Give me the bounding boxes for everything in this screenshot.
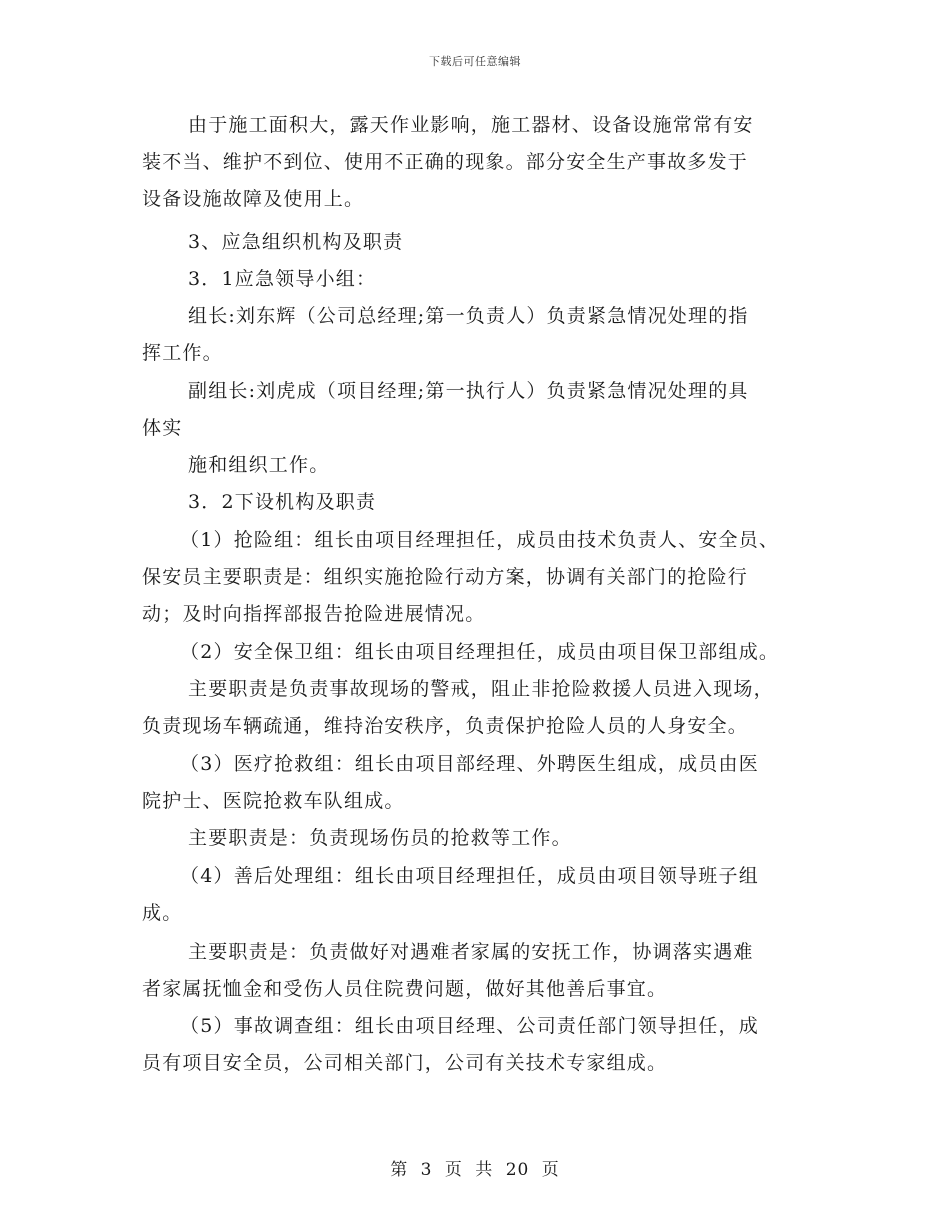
- paragraph-line: （1）抢险组：组长由项目经理担任，成员由技术负责人、安全员、: [180, 529, 780, 551]
- paragraph-line: （5）事故调查组：组长由项目经理、公司责任部门领导担任，成: [180, 1015, 759, 1037]
- paragraph-line: 体实: [142, 417, 183, 439]
- paragraph-line: 组长:刘东辉（公司总经理;第一负责人）负责紧急情况处理的指: [188, 305, 749, 327]
- paragraph-line: 员有项目安全员，公司相关部门，公司有关技术专家组成。: [142, 1052, 668, 1074]
- paragraph-line: 由于施工面积大，露天作业影响，施工器材、设备设施常常有安: [188, 114, 754, 136]
- subsection-heading: 3．2下设机构及职责: [188, 491, 377, 513]
- page-header: 下载后可任意编辑: [429, 55, 521, 68]
- page-number: 第 3 页 共 20 页: [390, 1160, 560, 1180]
- paragraph-line: 动；及时向指挥部报告抢险进展情况。: [142, 603, 486, 625]
- paragraph-line: 挥工作。: [142, 342, 223, 364]
- paragraph-line: 副组长:刘虎成（项目经理;第一执行人）负责紧急情况处理的具: [188, 380, 749, 402]
- paragraph-line: 负责现场车辆疏通，维持治安秩序，负责保护抢险人员的人身安全。: [142, 715, 749, 737]
- paragraph-line: 施和组织工作。: [188, 454, 330, 476]
- paragraph-line: 成。: [142, 902, 183, 924]
- paragraph-line: 主要职责是：负责做好对遇难者家属的安抚工作，协调落实遇难: [188, 941, 754, 963]
- paragraph-line: （4）善后处理组：组长由项目经理担任，成员由项目领导班子组: [180, 865, 759, 887]
- paragraph-line: 装不当、维护不到位、使用不正确的现象。部分安全生产事故多发于: [142, 151, 749, 173]
- paragraph-line: 者家属抚恤金和受伤人员住院费问题，做好其他善后事宜。: [142, 978, 668, 1000]
- paragraph-line: （2）安全保卫组：组长由项目经理担任，成员由项目保卫部组成。: [180, 641, 780, 663]
- paragraph-line: 院护士、医院抢救车队组成。: [142, 790, 405, 812]
- paragraph-line: （3）医疗抢救组：组长由项目部经理、外聘医生组成，成员由医: [180, 753, 759, 775]
- paragraph-line: 主要职责是：负责现场伤员的抢救等工作。: [188, 827, 572, 849]
- paragraph-line: 保安员主要职责是：组织实施抢险行动方案，协调有关部门的抢险行: [142, 566, 749, 588]
- subsection-heading: 3．1应急领导小组：: [188, 268, 377, 290]
- paragraph-line: 主要职责是负责事故现场的警戒，阻止非抢险救援人员进入现场，: [188, 678, 774, 700]
- paragraph-line: 设备设施故障及使用上。: [142, 188, 365, 210]
- section-heading: 3、应急组织机构及职责: [188, 231, 404, 253]
